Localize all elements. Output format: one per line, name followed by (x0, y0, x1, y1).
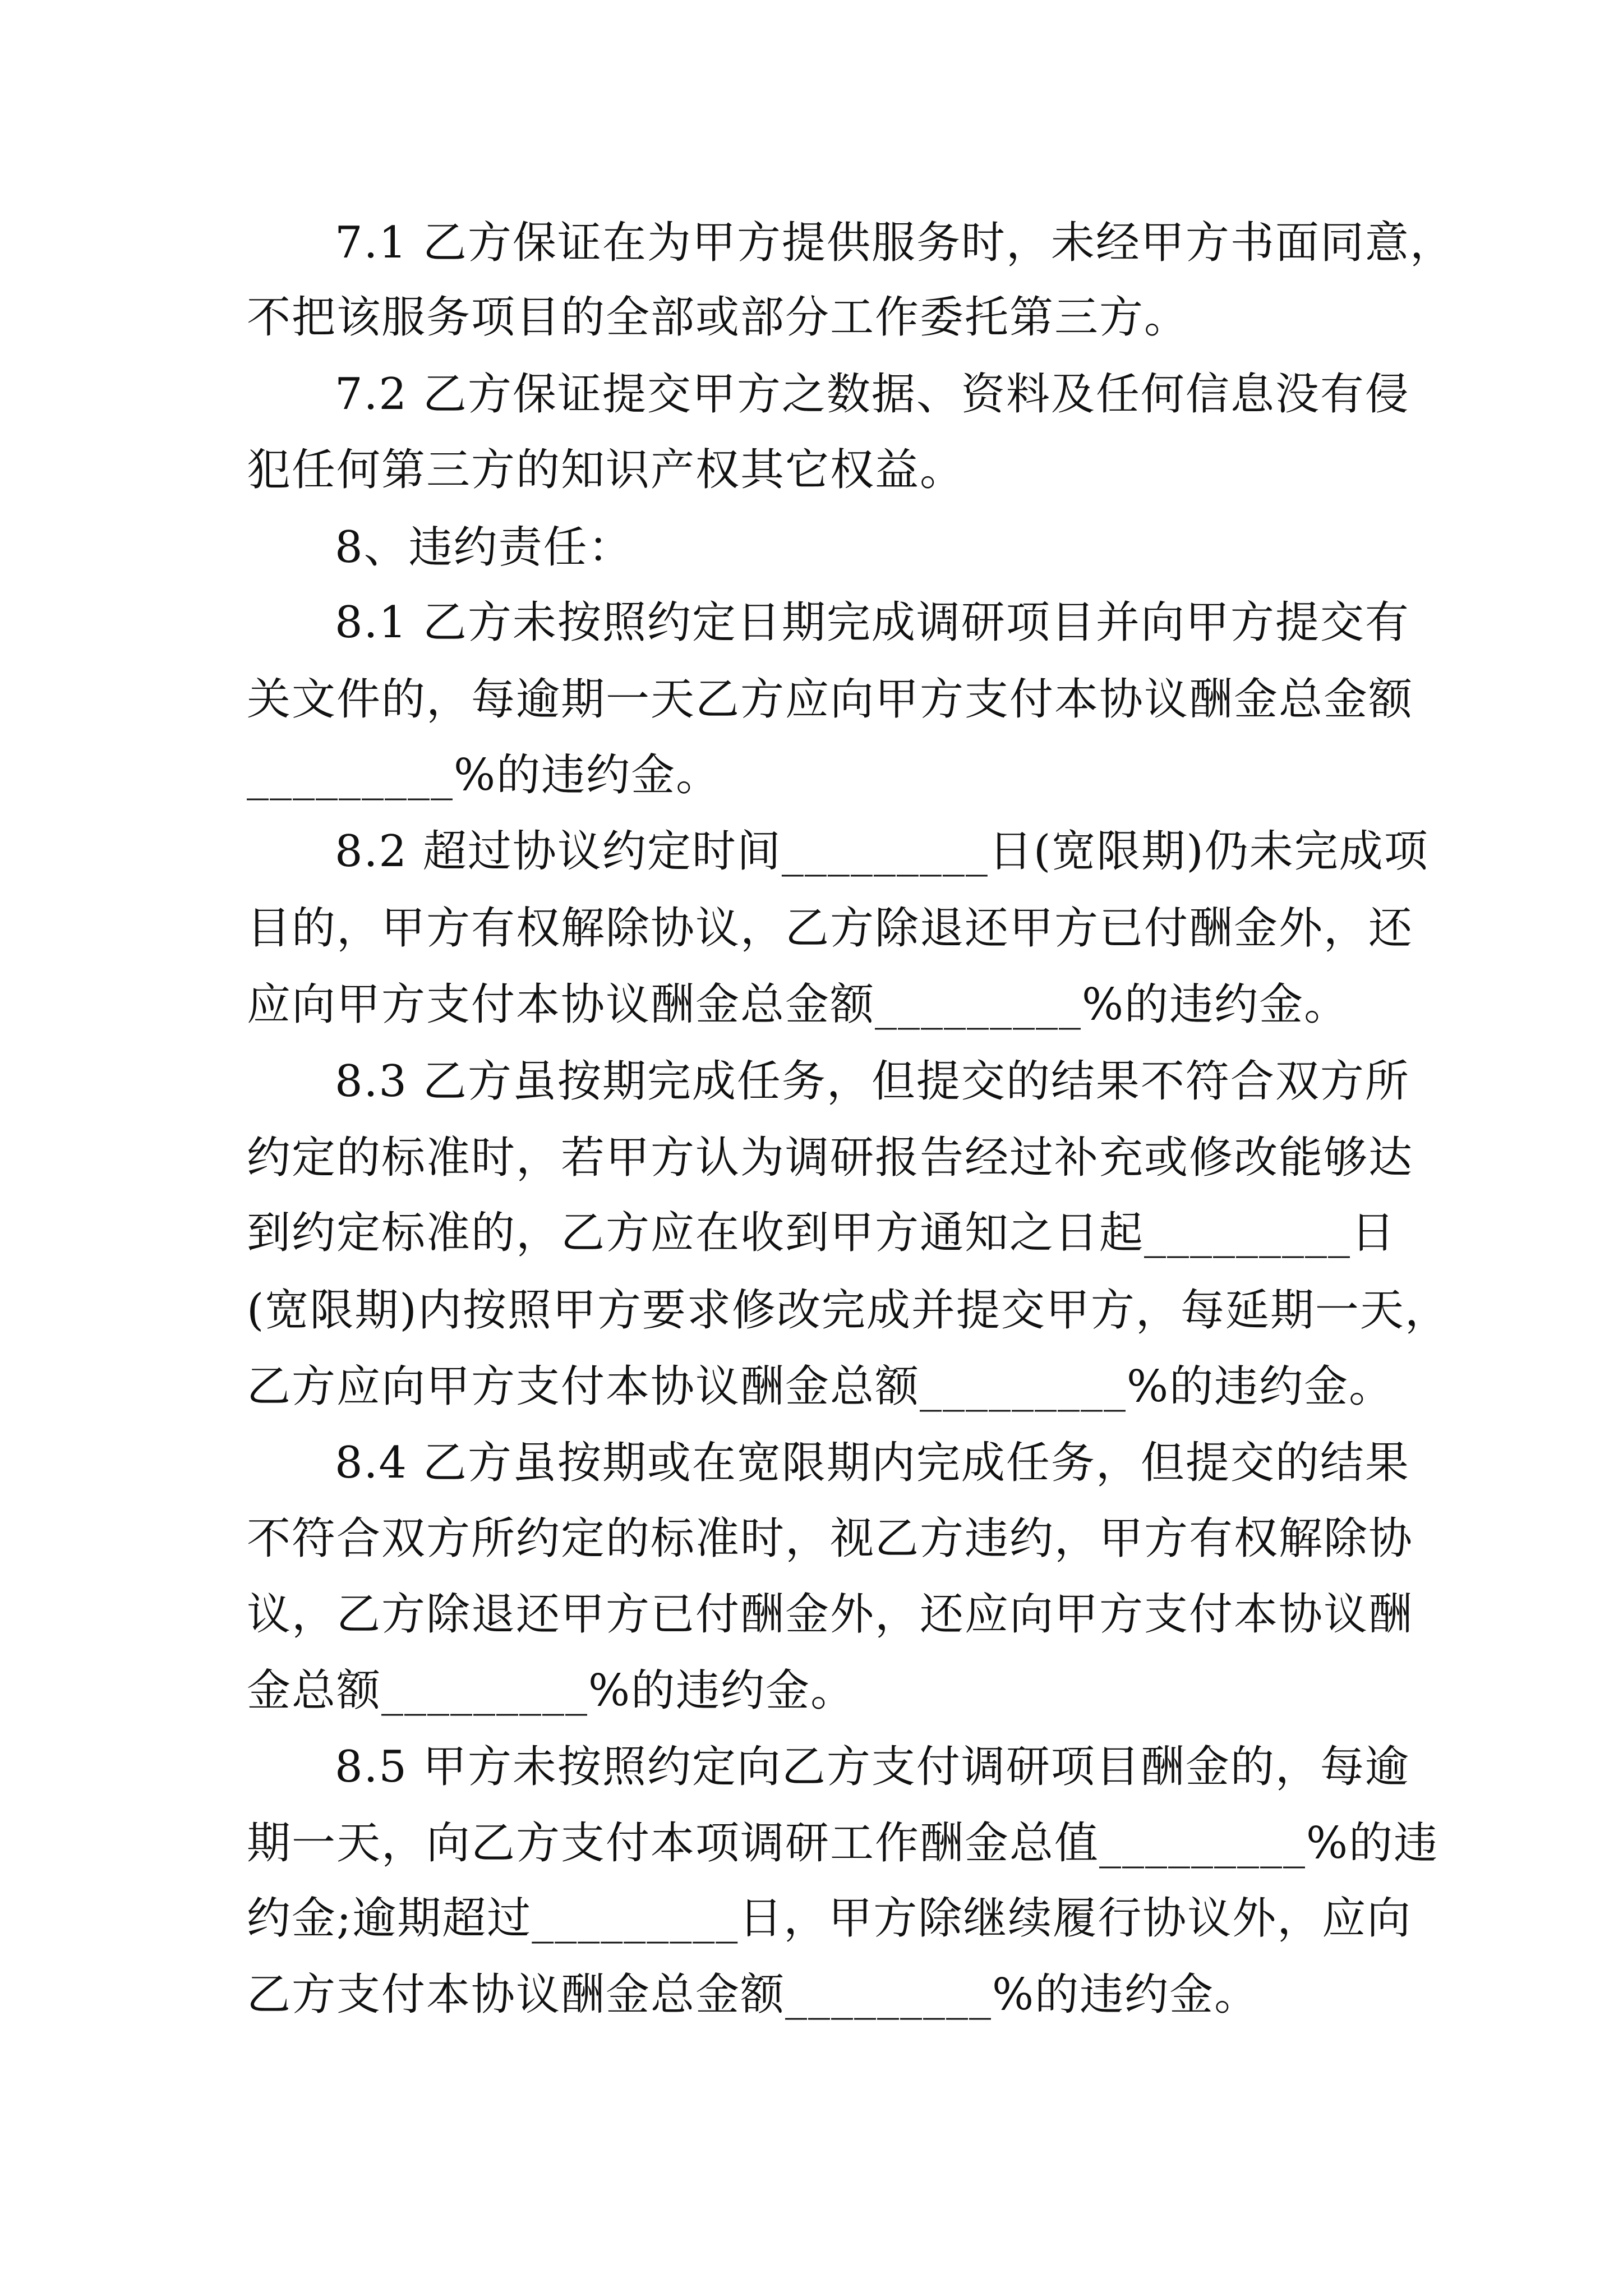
paragraph-7-2-line-1: 7.2 乙方保证提交甲方之数据、资料及任何信息没有侵 (335, 369, 1410, 420)
paragraph-8-4-line-1: 8.4 乙方虽按期或在宽限期内完成任务，但提交的结果 (335, 1438, 1410, 1488)
paragraph-8-1-line-3: _________%的违约金。 (247, 750, 721, 800)
paragraph-8-3-line-3: 到约定标准的，乙方应在收到甲方通知之日起_________日 (247, 1208, 1396, 1258)
paragraph-8-2-line-3: 应向甲方支付本协议酬金总金额_________%的违约金。 (247, 979, 1349, 1030)
paragraph-8-3-line-5: 乙方应向甲方支付本协议酬金总额_________%的违约金。 (247, 1361, 1394, 1412)
paragraph-8-4-line-3: 议，乙方除退还甲方已付酬金外，还应向甲方支付本协议酬 (247, 1589, 1414, 1640)
section-8-heading: 8、违约责任： (335, 522, 633, 573)
paragraph-7-1-line-1: 7.1 乙方保证在为甲方提供服务时，未经甲方书面同意， (335, 218, 1455, 268)
paragraph-8-5-line-4: 乙方支付本协议酬金总金额_________%的违约金。 (247, 1970, 1260, 2020)
paragraph-8-5-line-3: 约金;逾期超过_________日，甲方除继续履行协议外，应向 (247, 1893, 1412, 1944)
paragraph-7-2-line-2: 犯任何第三方的知识产权其它权益。 (247, 445, 965, 495)
paragraph-8-3-line-4: (宽限期)内按照甲方要求修改完成并提交甲方，每延期一天， (247, 1285, 1450, 1336)
paragraph-7-1-line-2: 不把该服务项目的全部或部分工作委托第三方。 (247, 292, 1189, 343)
paragraph-8-1-line-1: 8.1 乙方未按照约定日期完成调研项目并向甲方提交有 (335, 597, 1410, 648)
paragraph-8-1-line-2: 关文件的，每逾期一天乙方应向甲方支付本协议酬金总金额 (247, 674, 1414, 725)
paragraph-8-4-line-2: 不符合双方所约定的标准时，视乙方违约，甲方有权解除协 (247, 1513, 1414, 1564)
paragraph-8-5-line-2: 期一天，向乙方支付本项调研工作酬金总值_________%的违 (247, 1818, 1439, 1869)
paragraph-8-5-line-1: 8.5 甲方未按照约定向乙方支付调研项目酬金的，每逾 (335, 1742, 1410, 1792)
paragraph-8-2-line-2: 目的，甲方有权解除协议，乙方除退还甲方已付酬金外，还 (247, 903, 1414, 954)
paragraph-8-4-line-4: 金总额_________%的违约金。 (247, 1665, 856, 1716)
paragraph-8-3-line-1: 8.3 乙方虽按期完成任务，但提交的结果不符合双方所 (335, 1056, 1410, 1107)
paragraph-8-2-line-1: 8.2 超过协议约定时间_________日(宽限期)仍未完成项 (335, 826, 1429, 877)
paragraph-8-3-line-2: 约定的标准时，若甲方认为调研报告经过补充或修改能够达 (247, 1133, 1414, 1183)
